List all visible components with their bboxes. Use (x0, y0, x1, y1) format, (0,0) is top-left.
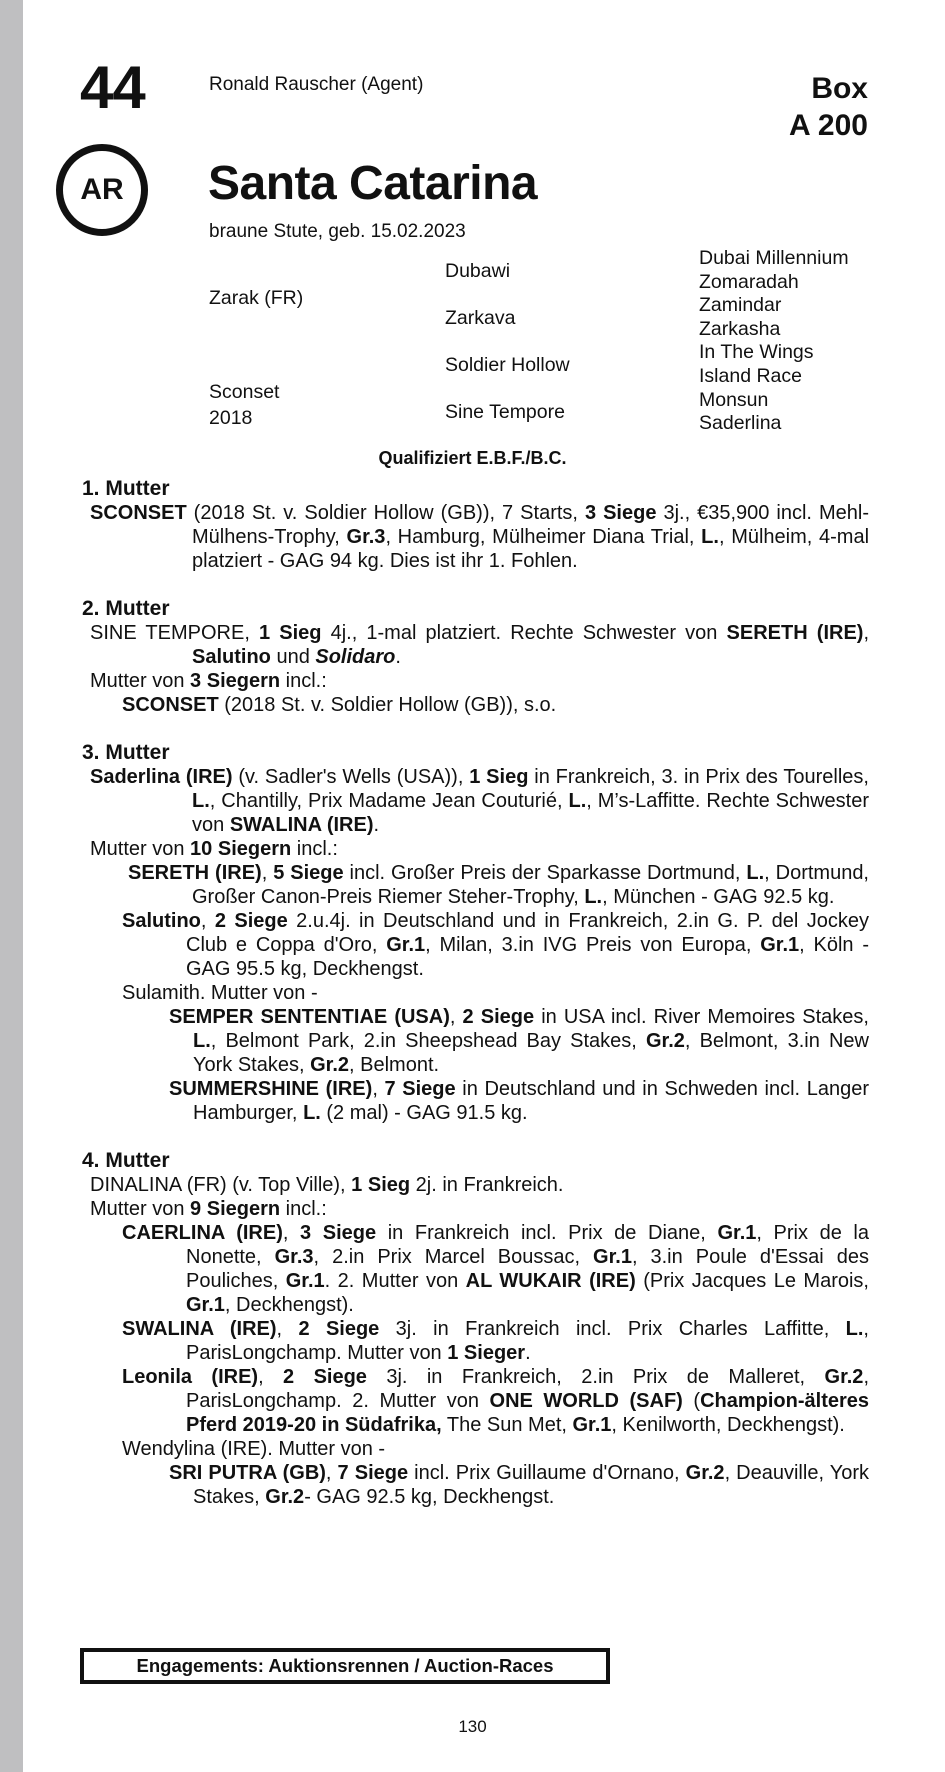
horse-name: Santa Catarina (208, 157, 538, 210)
pedigree-dam-year: 2018 (209, 407, 253, 429)
pedigree-granddam-1: Zarkava (445, 307, 516, 329)
section-heading-2: 2. Mutter (82, 597, 170, 620)
pedigree-g3-4: Zarkasha (699, 318, 781, 340)
engagements-box (80, 1648, 610, 1684)
entry-semper-sententiae: SEMPER SENTENTIAE (USA), 2 Siege in USA incl. River Memoires Stakes, L., Belmont Park, 2.in Sheepshead Bay Stakes, Gr.2, Belmont, 3.in New York Stakes, Gr.2, Belmont. (169, 1006, 869, 1076)
pedigree-grandsire-1: Dubawi (445, 260, 511, 282)
pedigree-granddam-2: Sine Tempore (445, 401, 565, 423)
dam-line-text (82, 477, 869, 1509)
entry-caerlina: CAERLINA (IRE), 3 Siege in Frankreich incl. Prix de Diane, Gr.1, Prix de la Nonette, Gr.3, 2.in Prix Marcel Boussac, Gr.1, 3.in Poule d'Essai des Pouliches, Gr.1. 2. Mutter von AL WUKAIR (IRE) (Prix Jacques Le Marois, Gr.1, Deckhengst). (122, 1222, 869, 1316)
agent-name: Ronald Rauscher (Agent) (209, 74, 424, 95)
box-number: A 200 (789, 109, 868, 142)
pedigree-g3-6: Island Race (699, 365, 802, 387)
winners-line-3: Mutter von 10 Siegern incl.: (90, 838, 338, 860)
entry-saderlina: Saderlina (IRE) (v. Sadler's Wells (USA)), 1 Sieg in Frankreich, 3. in Prix des Tourelles, L., Chantilly, Prix Madame Jean Couturié, L., M’s-Laffitte. Rechte Schwester von SWALINA (IRE). (90, 766, 869, 836)
qualification: Qualifiziert E.B.F./B.C. (378, 448, 567, 468)
entry-sri-putra: SRI PUTRA (GB), 7 Siege incl. Prix Guillaume d'Ornano, Gr.2, Deauville, York Stakes, Gr.2- GAG 92.5 kg, Deckhengst. (169, 1462, 869, 1508)
box-label: Box (811, 72, 868, 105)
winners-line-2: Mutter von 3 Siegern incl.: (90, 670, 327, 692)
pedigree-g3-1: Dubai Millennium (699, 247, 849, 269)
entry-sconset-ref: SCONSET (2018 St. v. Soldier Hollow (GB)), s.o. (122, 694, 557, 716)
entry-sine-tempore: SINE TEMPORE, 1 Sieg 4j., 1-mal platziert. Rechte Schwester von SERETH (IRE), Salutino und Solidaro. (90, 622, 870, 668)
pedigree-g3-8: Saderlina (699, 412, 782, 434)
page-side-bar (0, 0, 23, 1772)
entry-sereth: SERETH (IRE), 5 Siege incl. Großer Preis der Sparkasse Dortmund, L., Dortmund, Großer Canon-Preis Riemer Steher-Trophy, L., München - GAG 92.5 kg. (128, 862, 869, 908)
pedigree-dam: Sconset (209, 381, 280, 403)
entry-salutino: Salutino, 2 Siege 2.u.4j. in Deutschland und in Frankreich, 2.in G. P. del Jockey Club e Coppa d'Oro, Gr.1, Milan, 3.in IVG Preis von Europa, Gr.1, Köln - GAG 95.5 kg, Deckhengst. (122, 910, 870, 980)
pedigree-g3-7: Monsun (699, 389, 769, 411)
pedigree-g3-3: Zamindar (699, 294, 782, 316)
engagements-text: Engagements: Auktionsrennen / Auction-Races (136, 1655, 554, 1676)
lot-number: 44 (80, 54, 145, 121)
section-heading-4: 4. Mutter (82, 1149, 170, 1172)
pedigree-sire: Zarak (FR) (209, 287, 304, 309)
page-number: 130 (458, 1717, 487, 1736)
entry-swalina: SWALINA (IRE), 2 Siege 3j. in Frankreich incl. Prix Charles Laffitte, L., ParisLongchamp. Mutter von 1 Sieger. (122, 1318, 869, 1364)
box-info (789, 70, 868, 144)
horse-description: braune Stute, geb. 15.02.2023 (209, 221, 466, 242)
pedigree-g3-5: In The Wings (699, 341, 814, 363)
section-heading-3: 3. Mutter (82, 741, 170, 764)
entry-wendylina: Wendylina (IRE). Mutter von - (122, 1438, 386, 1460)
entry-dinalina: DINALINA (FR) (v. Top Ville), 1 Sieg 2j. in Frankreich. (90, 1174, 564, 1196)
entry-sulamith: Sulamith. Mutter von - (122, 982, 318, 1004)
ar-badge-text: AR (80, 173, 124, 206)
entry-leonila: Leonila (IRE), 2 Siege 3j. in Frankreich, 2.in Prix de Malleret, Gr.2, ParisLongchamp. 2. Mutter von ONE WORLD (SAF) (Champion-älteres Pferd 2019-20 in Südafrika, The Sun Met, Gr.1, Kenilworth, Deckhengst). (122, 1366, 870, 1436)
section-heading-1: 1. Mutter (82, 477, 170, 500)
entry-sconset: SCONSET (2018 St. v. Soldier Hollow (GB)), 7 Starts, 3 Siege 3j., €35,900 incl. Mehl-Mülhens-Trophy, Gr.3, Hamburg, Mülheimer Diana Trial, L., Mülheim, 4-mal platziert - GAG 94 kg. Dies ist ihr 1. Fohlen. (90, 502, 870, 572)
entry-summershine: SUMMERSHINE (IRE), 7 Siege in Deutschland und in Schweden incl. Langer Hamburger, L. (2 mal) - GAG 91.5 kg. (169, 1078, 869, 1124)
winners-line-4: Mutter von 9 Siegern incl.: (90, 1198, 327, 1220)
pedigree-g3-2: Zomaradah (699, 271, 799, 293)
ar-badge (56, 144, 148, 236)
pedigree-grandsire-2: Soldier Hollow (445, 354, 570, 376)
